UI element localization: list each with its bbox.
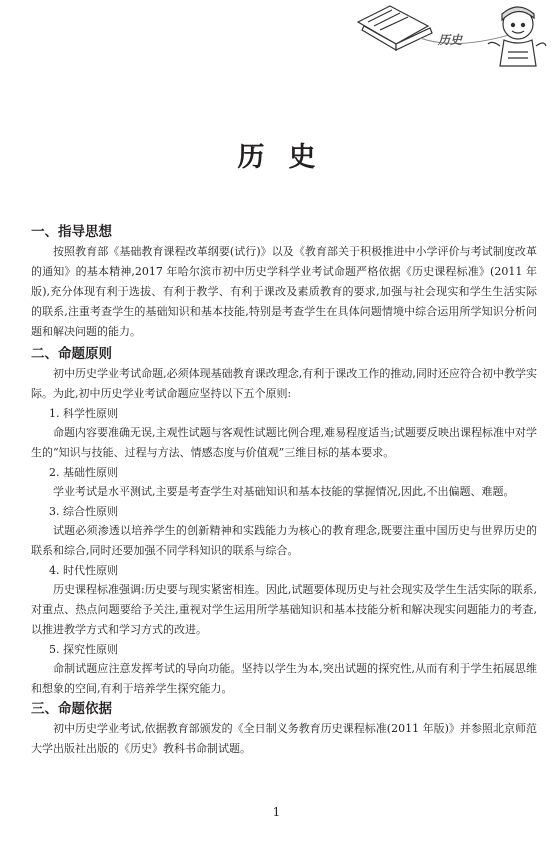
open-book-icon [358, 6, 432, 50]
page-title: 历史 [237, 142, 340, 173]
principle-title: 1. 科学性原则 [49, 407, 118, 420]
subject-tag: 历史 [438, 33, 463, 47]
paragraph: 命制试题应注意发挥考试的导向功能。坚持以学生为本,突出试题的探究性,从而有利于学生拓展思维和想象的空间,有利于培养学生探究能力。 [31, 662, 537, 695]
section-heading: 二、命题原则 [31, 346, 112, 362]
section-heading: 三、命题依据 [31, 701, 112, 717]
page-number: 1 [272, 805, 281, 819]
section-heading: 一、指导思想 [31, 224, 112, 240]
paragraph: 历史课程标准强调:历史要与现实紧密相连。因此,试题要体现历史与社会现实及学生生活实际的联系,对重点、热点问题要给予关注,重视对学生运用所学基础知识和基本技能分析和解决现实问题能力的考查,以推进教学方式和学习方式的改进。 [31, 583, 537, 636]
principle-title: 2. 基础性原则 [49, 466, 118, 479]
principle-title: 5. 探究性原则 [49, 643, 118, 656]
paragraph: 试题必须渗透以培养学生的创新精神和实践能力为核心的教育理念,既要注重中国历史与世界历史的联系和综合,同时还要加强不同学科知识的联系与综合。 [31, 524, 537, 557]
principle-title: 3. 综合性原则 [49, 505, 118, 518]
boy-mascot-icon [488, 7, 546, 66]
document-body [31, 222, 537, 759]
paragraph: 按照教育部《基础教育课程改革纲要(试行)》以及《教育部关于积极推进中小学评价与考试制度改革的通知》的基本精神,2017 年哈尔滨市初中历史学科学业考试命题严格依据《历史课程标准》(2011 年版),充分体现有利于选拔、有利于教学、有利于课改及素质教育的要求,加强与社会现实和学生生活实际的联系,注重考查学生的基础知识和基本技能,特别是考查学生在具体问题情境中综合运用所学知识分析问题和解决问题的能力。 [31, 245, 537, 338]
paragraph: 学业考试是水平测试,主要是考查学生对基础知识和基本技能的掌握情况,因此,不出偏题、难题。 [53, 485, 515, 498]
paragraph: 初中历史学业考试命题,必须体现基础教育课改理念,有利于课改工作的推动,同时还应符合初中教学实际。为此,初中历史学业考试命题应坚持以下五个原则: [31, 367, 537, 400]
paragraph: 命题内容要准确无误,主观性试题与客观性试题比例合理,难易程度适当;试题要反映出课程标准中对学生的“知识与技能、过程与方法、情感态度与价值观”三维目标的基本要求。 [31, 426, 537, 459]
paragraph: 初中历史学业考试,依据教育部颁发的《全日制义务教育历史课程标准(2011 年版)》并参照北京师范大学出版社出版的《历史》教科书命制试题。 [31, 722, 537, 755]
principle-title: 4. 时代性原则 [49, 564, 118, 577]
